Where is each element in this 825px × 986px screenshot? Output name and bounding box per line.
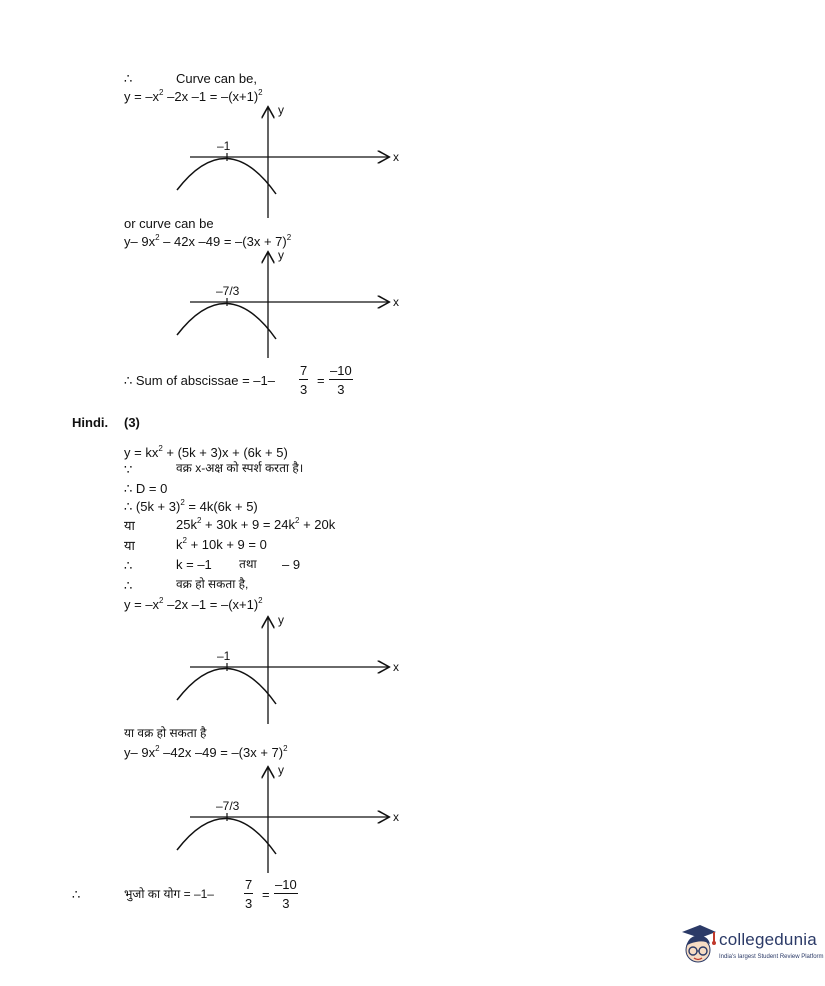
y-axis-label: y bbox=[278, 248, 284, 262]
logo-tagline: India's largest Student Review Platform bbox=[719, 954, 824, 960]
equation-3: $y = -x^2$ –2x $-1 = -(x+1)^2$ bbox=[124, 596, 263, 612]
or-curve-can-be-hindi: या वक्र हो सकता है bbox=[124, 726, 207, 740]
fraction-minus10-3: $\frac{-10}{3}$ bbox=[330, 363, 352, 397]
logo-wordmark: collegedunia bbox=[719, 930, 817, 949]
equals-sign: = bbox=[262, 887, 270, 902]
vertex-label: –7/3 bbox=[216, 799, 240, 813]
therefore-symbol: ∴ bbox=[124, 558, 133, 573]
parabola-graph-1 bbox=[170, 100, 410, 220]
equals-sign: = bbox=[317, 373, 325, 388]
discriminant-zero: ∴ D = 0 bbox=[124, 481, 168, 496]
fraction-7-3: $\frac{7}{3}$ bbox=[300, 363, 308, 397]
expanded-equation: $25k^2 + 30k + 9 = 24k^2 + 20k$ bbox=[176, 516, 336, 532]
x-axis-label: x bbox=[393, 295, 399, 309]
equation-4: y– $9x^2$ –42x $-49 = -(3x + 7)^2$ bbox=[124, 744, 288, 760]
vertex-label: –7/3 bbox=[216, 284, 240, 298]
vertex-label: –1 bbox=[217, 139, 231, 153]
equation-2: y– $9x^2 - 42x$ $-49 = -(3x + 7)^2$ bbox=[124, 233, 292, 249]
curve-can-be-hindi: वक्र हो सकता है, bbox=[176, 577, 249, 591]
y-axis-label: y bbox=[278, 103, 284, 117]
student-mascot-icon bbox=[676, 922, 718, 970]
k-value-2: – 9 bbox=[282, 557, 301, 572]
or-curve-can-be-label: or curve can be bbox=[124, 216, 214, 231]
answer-label: (3) bbox=[124, 415, 140, 430]
x-axis-label: x bbox=[393, 150, 399, 164]
k-values: k = –1 bbox=[176, 557, 212, 572]
hindi-heading: Hindi. bbox=[72, 415, 109, 430]
parabola-curve bbox=[177, 668, 276, 704]
sum-of-abscissae-hindi: भुजो का योग = –1– bbox=[124, 887, 214, 901]
parabola-curve bbox=[177, 158, 276, 194]
ya-label-2: या bbox=[124, 538, 135, 553]
curve-can-be-label: Curve can be, bbox=[176, 71, 257, 86]
y-axis-label: y bbox=[278, 613, 284, 627]
vertex-label: –1 bbox=[217, 649, 231, 663]
therefore-symbol: ∴ bbox=[124, 578, 133, 593]
touches-x-axis-text: वक्र x-अक्ष को स्पर्श करता है। bbox=[176, 461, 304, 475]
discriminant-equation: ∴ $(5k + 3)^2 = 4k(6k + 5)$ bbox=[124, 498, 258, 514]
ya-label-1: या bbox=[124, 518, 135, 533]
sum-of-abscissae: ∴ Sum of abscissae = –1– bbox=[124, 373, 275, 388]
y-axis-label: y bbox=[278, 763, 284, 777]
fraction-7-3: $\frac{7}{3}$ bbox=[245, 877, 253, 911]
quadratic-equation: $k^2 + 10k + 9 = 0$ bbox=[176, 536, 267, 552]
parabola-graph-3 bbox=[170, 610, 410, 730]
tatha-label: तथा bbox=[239, 557, 257, 571]
therefore-symbol: ∴ bbox=[72, 887, 81, 902]
main-equation: $y = kx^2 + (5k + 3)x + (6k + 5)$ bbox=[124, 444, 288, 460]
collegedunia-logo bbox=[676, 922, 825, 972]
equation-1: $y = -x^2$ –2x $-1 = -(x+1)^2$ bbox=[124, 88, 263, 104]
fraction-minus10-3: $\frac{-10}{3}$ bbox=[275, 877, 297, 911]
parabola-graph-4 bbox=[170, 760, 410, 880]
x-axis-label: x bbox=[393, 810, 399, 824]
parabola-curve bbox=[177, 818, 276, 854]
because-symbol: ∵ bbox=[124, 462, 133, 477]
parabola-graph-2 bbox=[170, 245, 410, 365]
therefore-symbol: ∴ bbox=[124, 71, 133, 86]
x-axis-label: x bbox=[393, 660, 399, 674]
parabola-curve bbox=[177, 303, 276, 339]
